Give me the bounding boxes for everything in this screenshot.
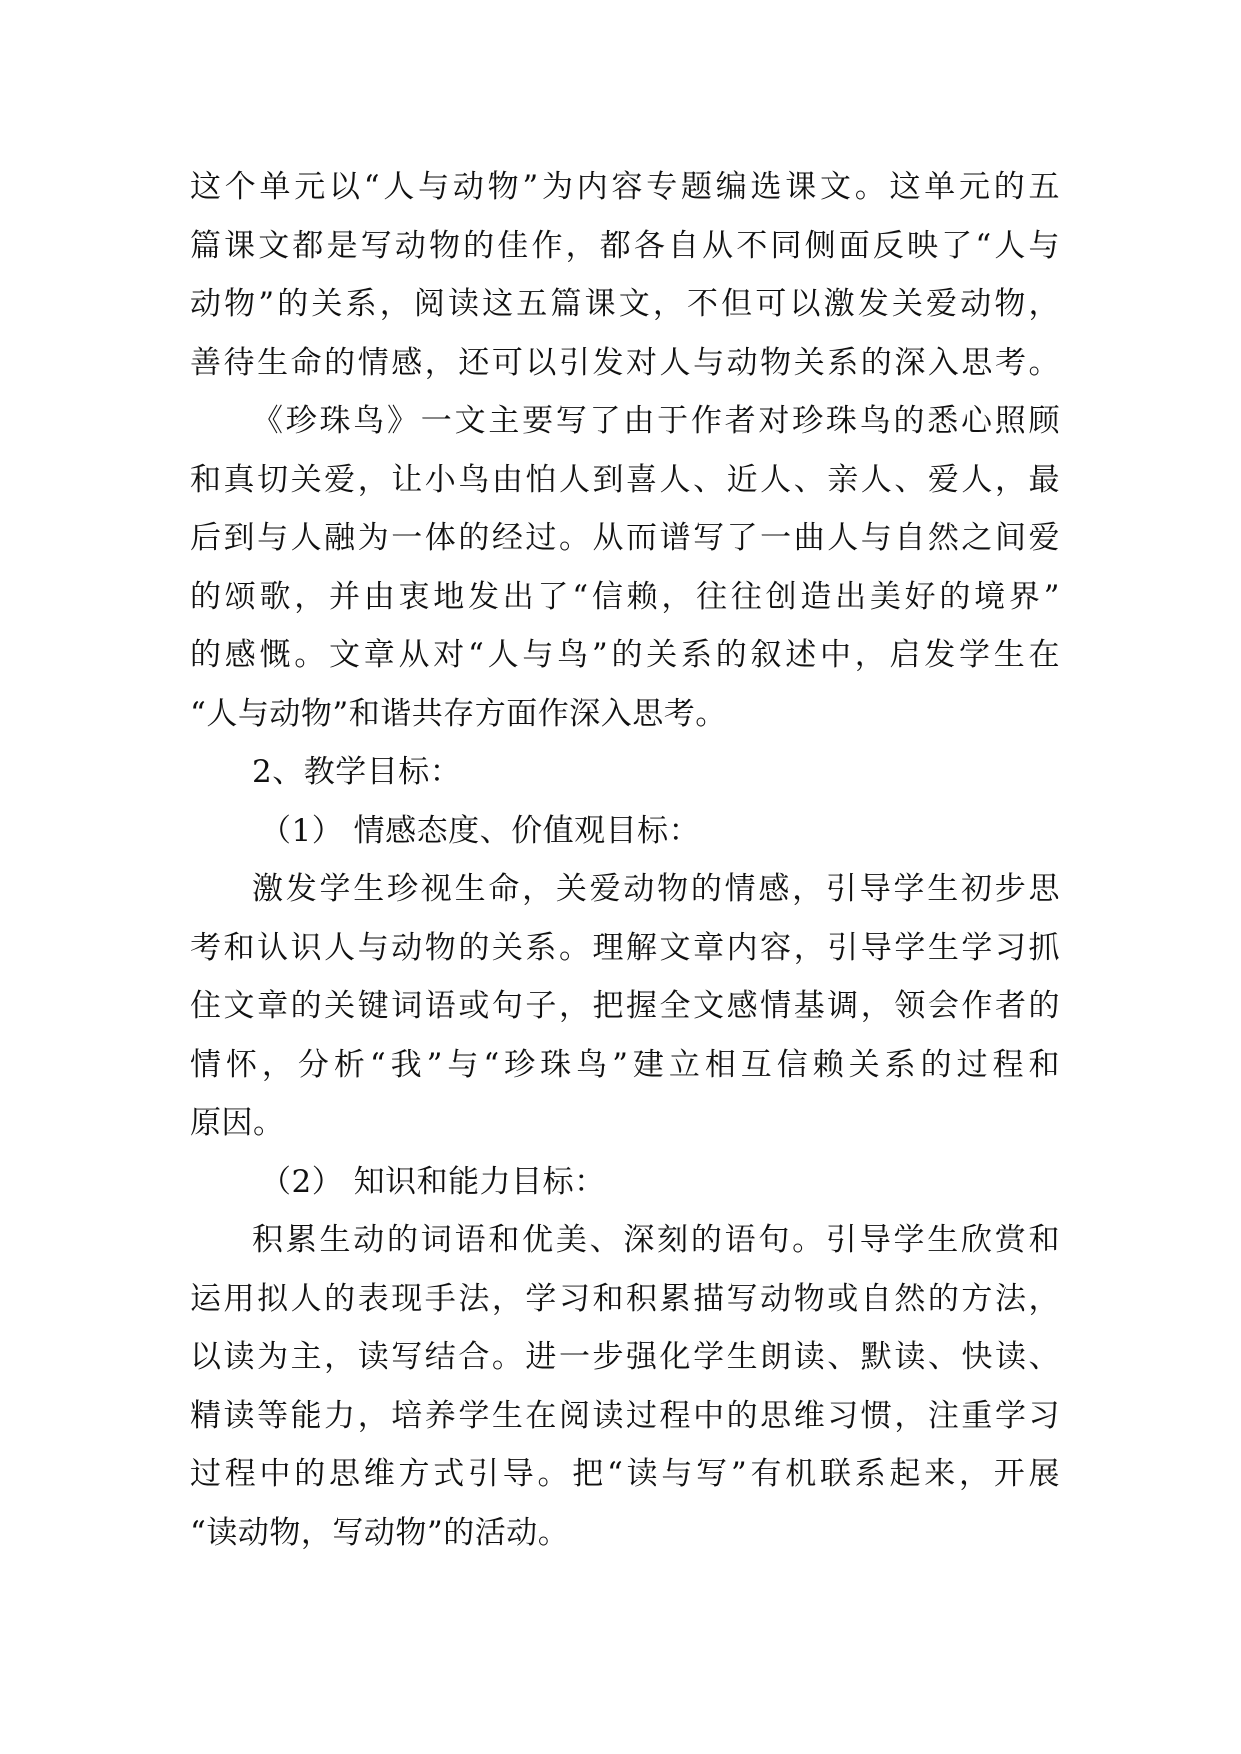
document-body: [190, 158, 1060, 1562]
text-line: 原因。: [190, 1105, 285, 1141]
paragraph: [190, 158, 1060, 392]
text-line: 以读为主，读写结合。进一步强化学生朗读、默读、快读、: [190, 1339, 1060, 1375]
text-line: “读动物，写动物”的活动。: [190, 1514, 570, 1551]
text-line: 激发学生珍视生命，关爱动物的情感，引导学生初步思: [252, 871, 1060, 907]
text-line: 2、教学目标：: [252, 754, 462, 790]
text-line: 善待生命的情感，还可以引发对人与动物关系的深入思考。: [190, 344, 1060, 381]
text-line: 考和认识人与动物的关系。理解文章内容，引导学生学习抓: [190, 929, 1060, 966]
text-line: 《珍珠鸟》一文主要写了由于作者对珍珠鸟的悉心照顾: [252, 403, 1060, 439]
paragraph: [190, 1153, 1060, 1212]
paragraph: [190, 392, 1060, 743]
text-line: 动物”的关系，阅读这五篇课文，不但可以激发关爱动物，: [190, 286, 1060, 322]
text-line: （1） 情感态度、价值观目标：: [260, 812, 701, 849]
text-line: 精读等能力，培养学生在阅读过程中的思维习惯，注重学习: [190, 1397, 1060, 1434]
text-line: 后到与人融为一体的经过。从而谱写了一曲人与自然之间爱: [190, 520, 1060, 556]
text-line: 情怀，分析“我”与“珍珠鸟”建立相互信赖关系的过程和: [190, 1046, 1060, 1083]
text-line: 住文章的关键词语或句子，把握全文感情基调，领会作者的: [190, 988, 1060, 1024]
text-line: 运用拟人的表现手法，学习和积累描写动物或自然的方法，: [190, 1280, 1060, 1317]
text-line: “人与动物”和谐共存方面作深入思考。: [190, 695, 727, 732]
paragraph: [190, 1211, 1060, 1562]
paragraph: [190, 802, 1060, 861]
paragraph: [190, 743, 1060, 802]
text-line: 积累生动的词语和优美、深刻的语句。引导学生欣赏和: [252, 1222, 1060, 1258]
text-line: 的颂歌，并由衷地发出了“信赖，往往创造出美好的境界”: [190, 578, 1060, 615]
text-line: 过程中的思维方式引导。把“读与写”有机联系起来，开展: [190, 1456, 1060, 1492]
text-line: 这个单元以“人与动物”为内容专题编选课文。这单元的五: [190, 169, 1060, 205]
text-line: 篇课文都是写动物的佳作，都各自从不同侧面反映了“人与: [190, 227, 1060, 264]
text-line: 的感慨。文章从对“人与鸟”的关系的叙述中，启发学生在: [190, 637, 1060, 673]
text-line: （2） 知识和能力目标：: [260, 1163, 606, 1200]
text-line: 和真切关爱，让小鸟由怕人到喜人、近人、亲人、爱人，最: [190, 461, 1060, 498]
paragraph: [190, 860, 1060, 1153]
